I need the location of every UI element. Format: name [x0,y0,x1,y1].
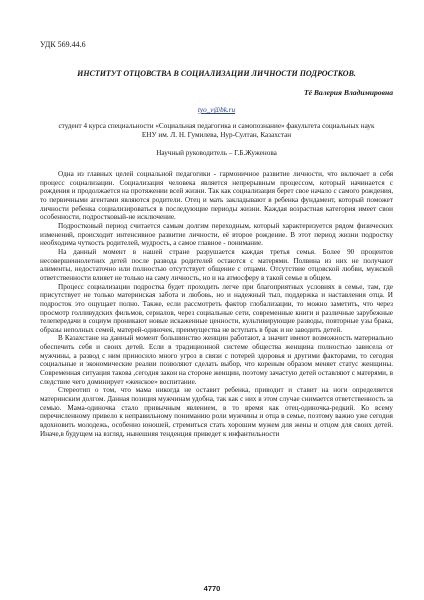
body-paragraph-2: Подростковый период считается самым долгим переходным, который характеризуется рядом физических изменений, происходит интенсивное развитие личности, её второе рождение. В этот период жизни подростку необходима чуткость родителей, мудрость, а самое главное - понимание. [40,221,393,248]
article-title: ИНСТИТУТ ОТЦОВСТВА В СОЦИАЛИЗАЦИИ ЛИЧНОСТИ ПОДРОСТКОВ. [77,69,356,78]
author-email-line [40,106,393,115]
page-number: 4770 [203,584,221,593]
body-paragraph-1: Одна из главных целей социальной педагогики - гармоничное развитие личности, что включает в себя процесс социализации. Социализация человека является непрерывным процессом, который начинается с рождения и продолжается на протяжении всей жизни. Так как социализация берет свое начало с самого рождения, то первичными агентами являются родители. Отец и мать закладывают в ребенка фундамент, который поможет личности ребенка социализироваться в последующие периоды жизни. Каждая возрастная категория имеет свои особенности, подростковый-не исключение. [40,170,393,222]
author-name: Тё Валерия Владимировна [303,88,393,97]
scientific-supervisor: Научный руководитель – Г.Б.Жуженова [156,149,277,157]
author-affiliation: студент 4 курса специальности «Социальная педагогика и самопознание» факультета социальных наук ЕНУ им. Л. Н. Гумилева, Нур-Султан, Казахстан [58,122,375,139]
body-paragraph-5: В Казахстане на данный момент большинство женщин работают, а значит имеют возможность материально обеспечить себя и своих детей. Если в традиционной системе общества женщина полностью зависела от мужчины, а развод с ним приносило много угроз в связи с потерей здоровья и другими факторами, то сегодня социальные и экономические реалии позволяют сделать выбор, что кореным образом меняет статус женщины. Современная ситуация такова ,сегодня закон на стороне женщин, поэтому зачастую детей оставляют с матерями, в следствие чего доминирует «женское» воспитание. [40,334,393,386]
udk-code: УДК 569.44.6 [40,40,86,49]
body-paragraph-3: На данный момент в нашей стране разрушается каждая третья семья. Более 90 процентов несовершеннолетних детей после развода родителей остаются с матерями. Полвина из них не получают алименты, недостаточно или полностью отсутствует общение с отцами. Отсутствие отцовской любви, мужской ответственности влияет не только на саму личность, но и на атмосферу в такой семье в общем. [40,247,393,282]
body-paragraph-4: Процесс социализации подростка будет проходить легче при благоприятных условиях в семье, там, где присутствует не только материнская забота и любовь, но и надежный тыл, поддержка и наставления отца. И подросток это ощущает полно. Также, если рассмотреть фактор глобализации, то можно заметить, что через просмотр голливудских фильмов, сериалов, через социальные сети, современные книги и различные зарубежные телепередачи в социум проникают новые искаженные ценности, культивирующие разводы, повторные узы брака, образы неполных семей, матерей-одиночек, преимущества не вступать в брак и не заводить детей. [40,282,393,334]
author-email-link[interactable]: tyo_v@bk.ru [197,106,236,114]
article-body [40,170,393,438]
body-paragraph-6: Стереотип о том, что мама никогда не оставит ребенка, приводит и ставит на ноги определяется материнским долгом. Данная позиция мужчинам удобна, так как с них в этом случае снимается ответственность за семью. Мама-одиночка стало привычным явлением, в то время как отец-одиночка-редкий. Ко всему перечисленному привело к неправильному пониманию роли мужчины и отца в семье, поэтому важно уже сегодня вдохновить молодежь, особенно юношей, стремиться стать хорошим мужем для жены и отцом для своих детей. Иначе,в будущем на взгляд, нынешняя тенденция приведет к инфантильности [40,386,393,438]
